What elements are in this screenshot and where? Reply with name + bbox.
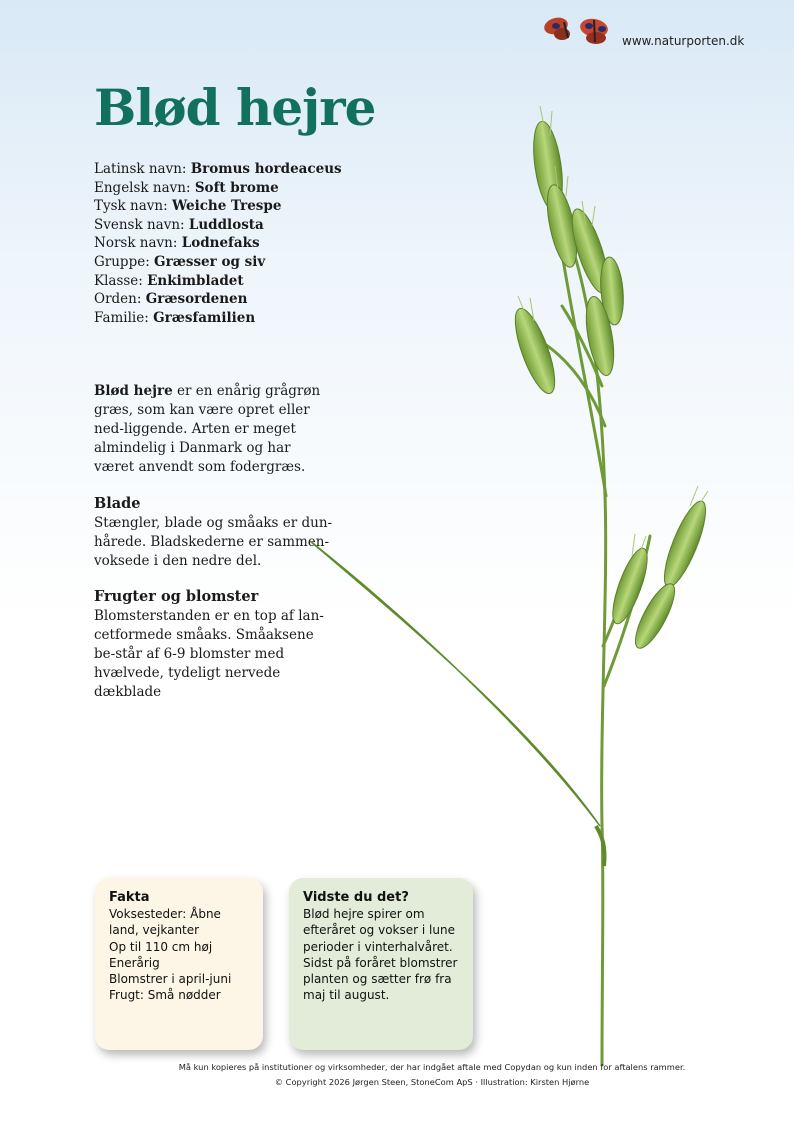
name-row-swedish: Svensk navn: Luddlosta	[94, 216, 264, 233]
name-row-class: Klasse: Enkimbladet	[94, 272, 244, 289]
fakta-line: Frugt: Små nødder	[109, 988, 221, 1003]
blade-heading: Blade	[94, 495, 141, 512]
fakta-line: Voksesteder: Åbne land, vejkanter	[109, 907, 221, 938]
fakta-line: Op til 110 cm høj	[109, 939, 213, 954]
fakta-line: Blomstrer i april-juni	[109, 972, 232, 987]
name-row-order: Orden: Græsordenen	[94, 291, 248, 308]
frugt-text: Blomsterstanden er en top af lan-cetformede småaks. Småaksene be-står af 6-9 blomster med hvælvede, tydeligt nervede dækblade	[94, 608, 324, 700]
footer-credits: © Copyright 2026 Jørgen Steen, StoneCom ApS · Illustration: Kirsten Hjørne	[274, 1077, 590, 1087]
frugt-heading: Frugter og blomster	[94, 588, 259, 605]
name-row-group: Gruppe: Græsser og siv	[94, 253, 266, 270]
name-row-family: Familie: Græsfamilien	[94, 309, 256, 326]
butterfly-logo	[542, 12, 620, 48]
fakta-line: Enerårig	[109, 955, 160, 970]
site-url: www.naturporten.dk	[622, 34, 745, 48]
vidste-text: Blød hejre spirer om efteråret og vokser i lune perioder i vinterhalvåret. Sidst på foråret blomstrer planten og sætter frø fra maj til august.	[303, 907, 458, 1003]
name-row-german: Tysk navn: Weiche Trespe	[94, 198, 282, 215]
name-row-english: Engelsk navn: Soft brome	[94, 179, 279, 196]
fakta-box	[95, 878, 263, 1050]
footer-copyright-notice: Må kun kopieres på institutioner og virksomheder, der har indgået aftale med Copydan og kun inden for aftalens rammer.	[178, 1062, 686, 1072]
name-row-latin: Latinsk navn: Bromus hordeaceus	[94, 161, 342, 177]
vidste-box	[289, 878, 473, 1050]
vidste-heading: Vidste du det?	[303, 890, 409, 905]
page-title: Blød hejre	[94, 78, 376, 137]
blade-text: Stængler, blade og småaks er dun-hårede. Bladskederne er sammen-voksede i den nedre del.	[94, 515, 333, 569]
intro-paragraph: Blød hejre er en enårig grågrøn græs, som kan være opret eller ned-liggende. Arten er meget almindelig i Danmark og har været anvendt som fodergræs.	[94, 383, 321, 475]
fakta-heading: Fakta	[109, 890, 150, 905]
name-row-norwegian: Norsk navn: Lodnefaks	[94, 235, 260, 252]
